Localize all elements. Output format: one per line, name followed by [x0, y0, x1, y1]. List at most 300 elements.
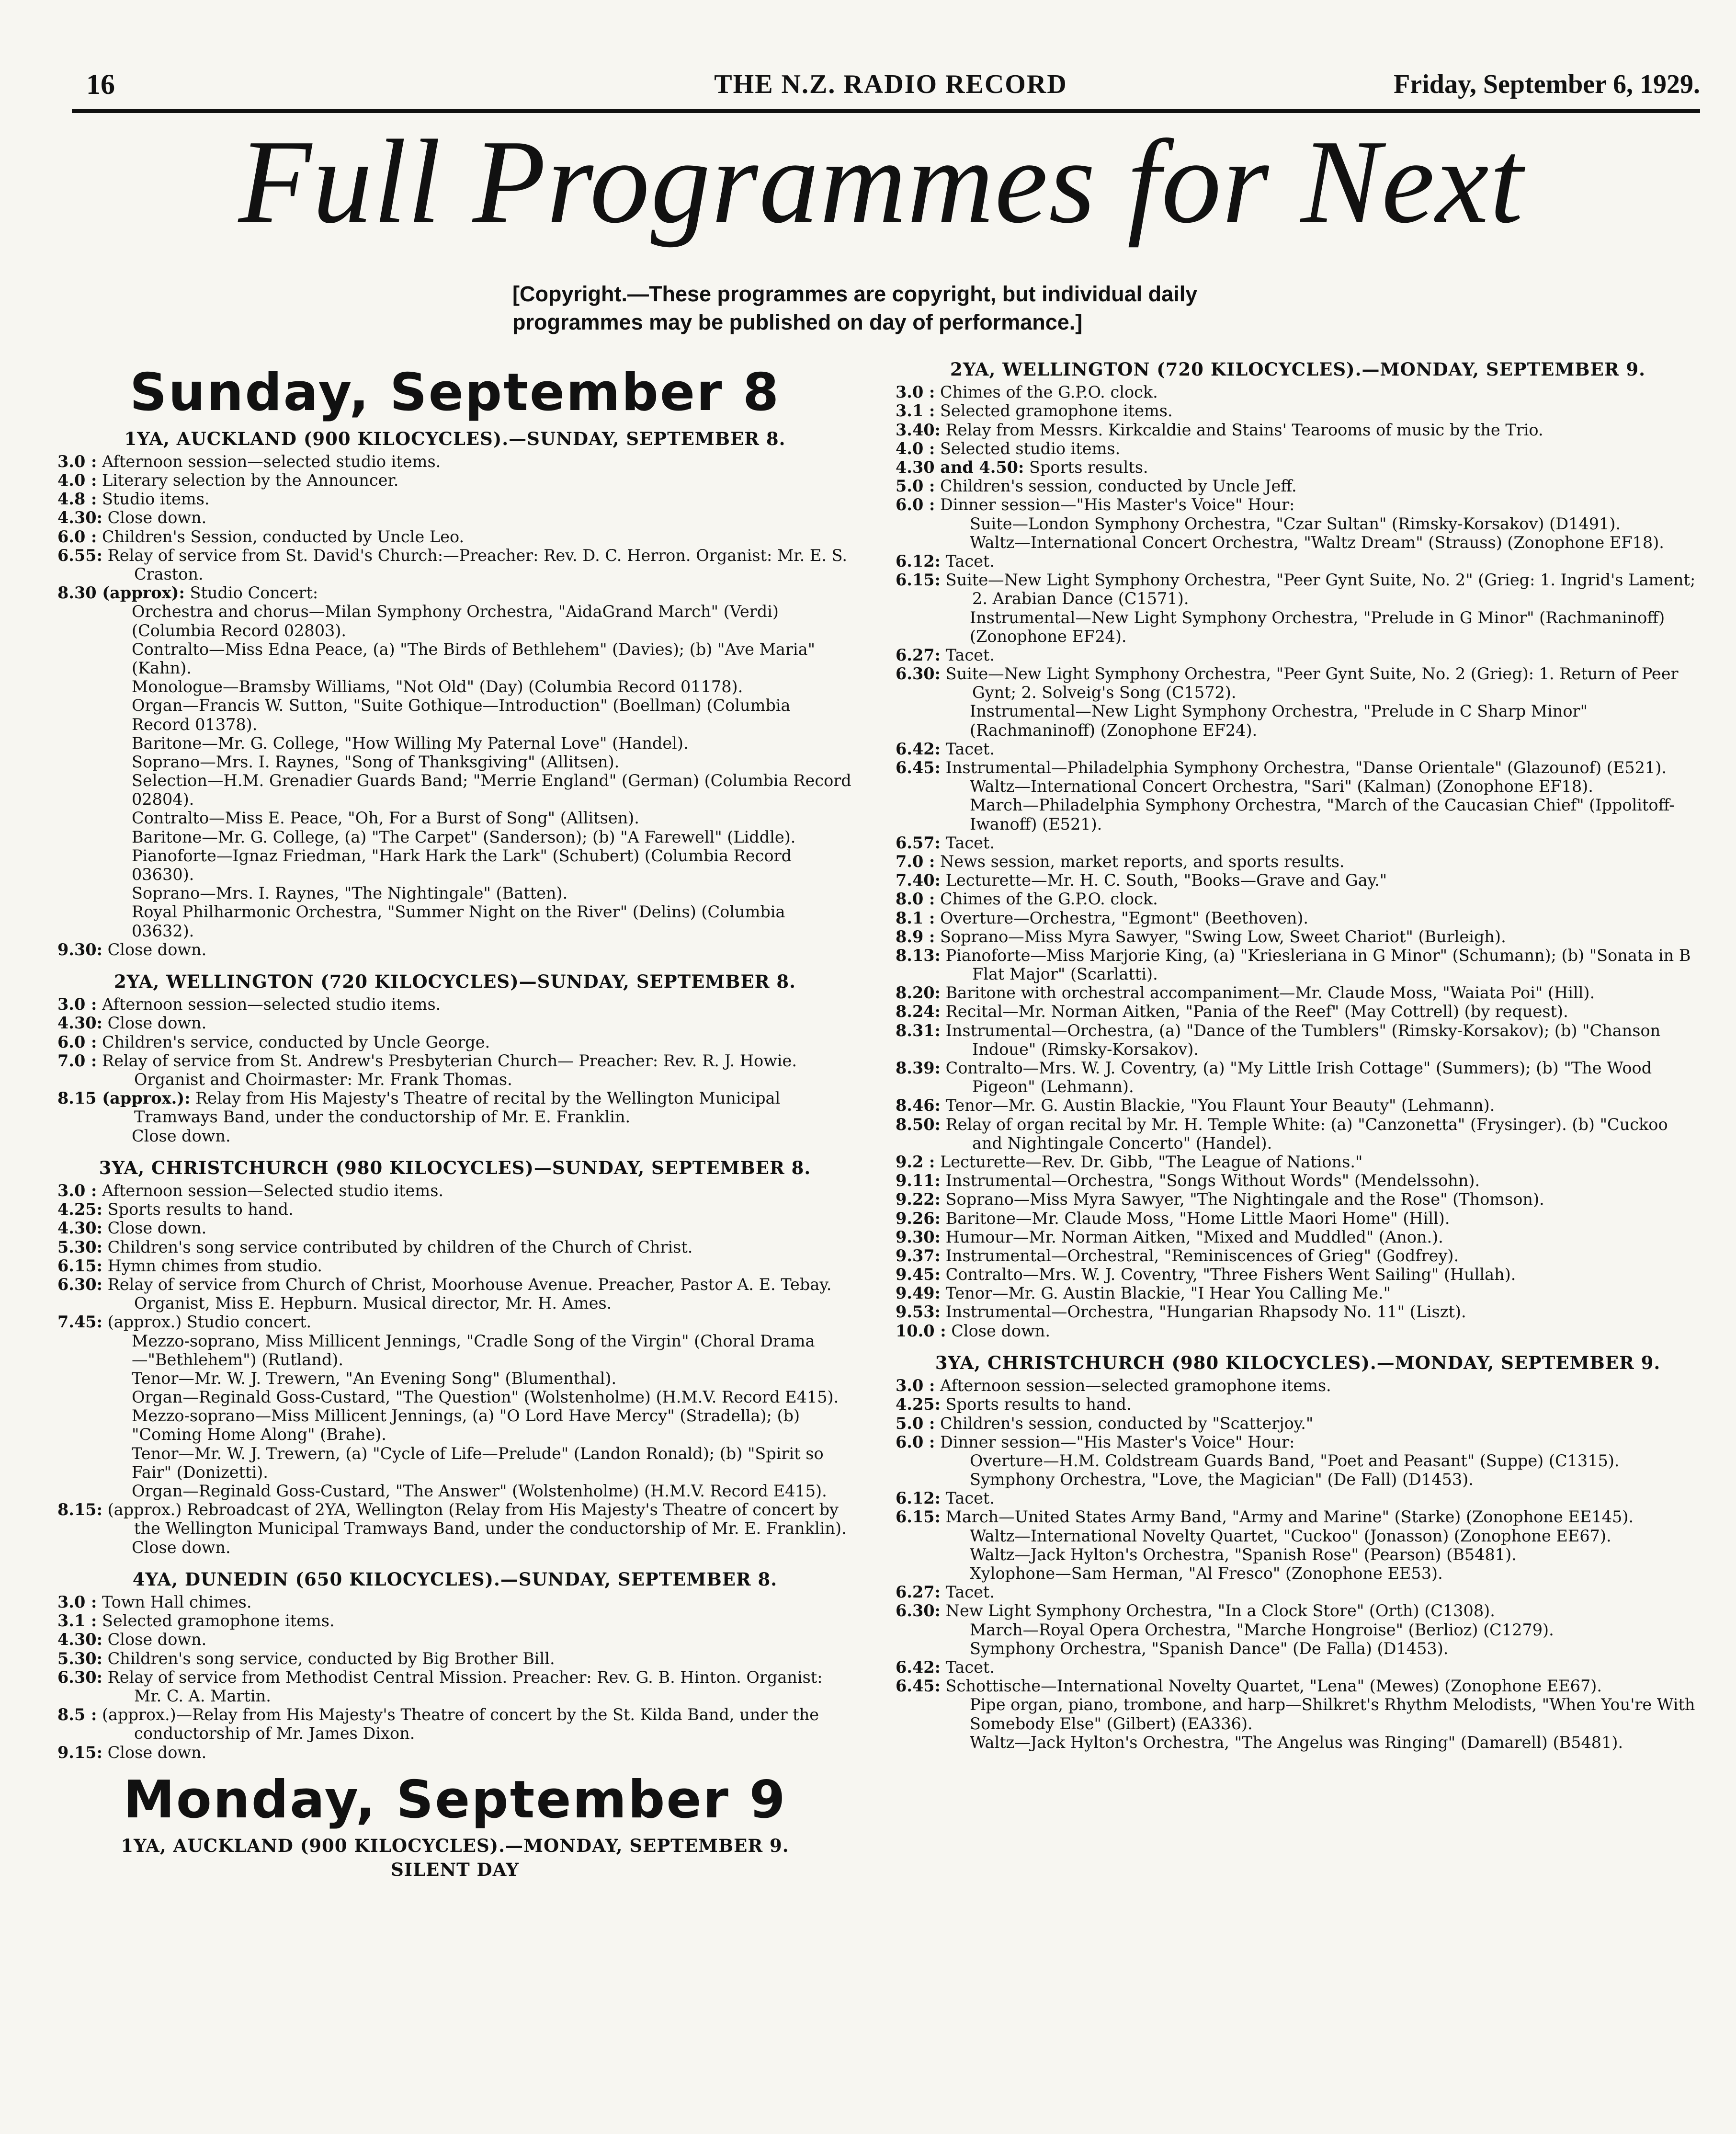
sunday-1ya-list — [57, 452, 852, 959]
programme-item — [970, 1564, 1700, 1583]
item-text: Mezzo-soprano—Miss Millicent Jennings, (a) "O Lord Have Mercy" (Stradella); (b) "Coming Home Along" (Brahe). — [132, 1406, 800, 1444]
programme-item — [57, 1500, 852, 1538]
item-text: Instrumental—Orchestra, "Songs Without Words" (Mendelssohn). — [945, 1171, 1480, 1190]
item-time: 3.1 : — [896, 401, 935, 421]
item-text: Close down. — [107, 1743, 207, 1762]
programme-item — [896, 1115, 1700, 1153]
item-time: 6.0 : — [896, 495, 935, 514]
item-text: New Light Symphony Orchestra, "In a Clock Store" (Orth) (C1308). — [945, 1601, 1495, 1620]
item-time: 3.40: — [896, 420, 941, 439]
programme-item — [132, 771, 852, 809]
left-column — [57, 354, 852, 1880]
item-text: Organ—Reginald Goss-Custard, "The Answer" (Wolstenholme) (H.M.V. Record E415). — [132, 1482, 827, 1500]
item-text: Dinner session—"His Master's Voice" Hour: — [940, 495, 1295, 514]
programme-item — [57, 1089, 852, 1127]
programme-item — [896, 1209, 1700, 1228]
item-time: 6.42: — [896, 1657, 941, 1677]
item-text: (approx.)—Relay from His Majesty's Theatre of concert by the St. Kilda Band, under the conductorship of Mr. James Dixon. — [102, 1705, 819, 1743]
programme-item — [57, 1630, 852, 1649]
programme-item — [970, 608, 1700, 646]
programme-item — [896, 1302, 1700, 1322]
programme-item — [57, 1181, 852, 1200]
item-text: Orchestra and chorus—Milan Symphony Orchestra, "AidaGrand March" (Verdi) (Columbia Record 02803). — [132, 602, 779, 640]
item-time: 8.20: — [896, 983, 941, 1003]
programme-item — [132, 902, 852, 940]
monday-1ya-heading: 1YA, AUCKLAND (900 KILOCYCLES).—MONDAY, SEPTEMBER 9. — [121, 1835, 789, 1857]
programme-item — [57, 1219, 852, 1238]
programme-item — [132, 809, 852, 827]
item-text: Symphony Orchestra, "Love, the Magician" (De Fall) (D1453). — [970, 1470, 1474, 1489]
item-time: 5.30: — [57, 1649, 102, 1668]
item-text: Baritone—Mr. G. College, (a) "The Carpet" (Sanderson); (b) "A Farewell" (Liddle). — [132, 827, 796, 846]
programme-item — [970, 533, 1700, 552]
item-text: Selection—H.M. Grenadier Guards Band; "Merrie England" (German) (Columbia Record 02804). — [132, 771, 851, 809]
item-text: Relay of service from Methodist Central Mission. Preacher: Rev. G. B. Hinton. Organist: Mr. C. A. Martin. — [107, 1667, 823, 1705]
programme-item — [57, 940, 852, 959]
programme-item — [970, 702, 1700, 739]
programme-item — [896, 1171, 1700, 1190]
programme-item — [57, 527, 852, 546]
programme-item — [57, 490, 852, 509]
programme-item — [896, 645, 1700, 664]
item-time: 7.40: — [896, 871, 941, 890]
programme-item — [132, 1538, 852, 1557]
item-text: Baritone with orchestral accompaniment—Mr. Claude Moss, "Waiata Poi" (Hill). — [945, 983, 1595, 1003]
item-time: 9.45: — [896, 1265, 941, 1284]
item-text: Suite—New Light Symphony Orchestra, "Peer Gynt Suite, No. 2 (Grieg): 1. Return of Peer Gynt; 2. Solveig's Song (C1572). — [945, 664, 1679, 702]
item-text: Contralto—Miss Edna Peace, (a) "The Birds of Bethlehem" (Davies); (b) "Ave Maria" (Kahn). — [132, 639, 816, 677]
item-time: 3.0 : — [57, 995, 97, 1014]
item-text: Afternoon session—selected gramophone items. — [940, 1376, 1331, 1395]
item-time: 4.0 : — [896, 439, 935, 458]
programme-item — [57, 583, 852, 603]
programme-item — [57, 1032, 852, 1051]
item-time: 6.57: — [896, 833, 941, 852]
item-text: Close down. — [107, 1219, 207, 1238]
item-time: 9.15: — [57, 1743, 102, 1762]
item-time: 8.13: — [896, 946, 941, 965]
programme-item — [896, 1002, 1700, 1021]
item-text: Close down. — [132, 1538, 231, 1557]
programme-item — [970, 514, 1700, 533]
item-time: 5.0 : — [896, 477, 935, 496]
programme-item — [970, 1451, 1700, 1470]
programme-item — [896, 383, 1700, 402]
item-time: 8.1 : — [896, 908, 935, 927]
item-time: 9.53: — [896, 1302, 941, 1322]
item-time: 10.0 : — [896, 1321, 946, 1340]
item-time: 7.0 : — [896, 852, 935, 871]
item-text: Dinner session—"His Master's Voice" Hour: — [940, 1432, 1295, 1451]
programme-item — [57, 1705, 852, 1743]
programme-item — [896, 1246, 1700, 1265]
item-text: Tacet. — [945, 1657, 995, 1677]
item-text: Literary selection by the Announcer. — [102, 471, 399, 490]
item-time: 7.0 : — [57, 1051, 97, 1070]
programme-item — [896, 477, 1700, 496]
item-time: 6.42: — [896, 739, 941, 758]
programme-item — [57, 1593, 852, 1612]
item-text: Suite—New Light Symphony Orchestra, "Peer Gynt Suite, No. 2" (Grieg: 1. Ingrid's Lament; 2. Arabian Dance (C1571). — [945, 571, 1696, 608]
programme-item — [57, 1237, 852, 1256]
item-text: Sports results. — [1029, 458, 1148, 477]
item-text: Lecturette—Rev. Dr. Gibb, "The League of Nations." — [940, 1152, 1363, 1171]
item-text: Relay from His Majesty's Theatre of recital by the Wellington Municipal Tramways Band, under the conductorship of Mr. E. Franklin. — [134, 1089, 781, 1127]
programme-item — [896, 1059, 1700, 1096]
item-text: Afternoon session—selected studio items. — [102, 995, 441, 1014]
monday-2ya-list — [896, 383, 1700, 1340]
programme-item — [970, 1695, 1700, 1733]
item-time: 6.30: — [896, 1601, 941, 1620]
sunday-4ya-list — [57, 1593, 852, 1762]
programme-item — [896, 458, 1700, 477]
item-time: 8.50: — [896, 1115, 941, 1134]
item-text: Close down. — [107, 1630, 207, 1649]
programme-item — [132, 1444, 852, 1482]
item-time: 4.30: — [57, 1630, 102, 1649]
item-time: 6.15: — [57, 1256, 102, 1275]
item-text: Instrumental—Orchestral, "Reminiscences of Grieg" (Godfrey). — [945, 1246, 1459, 1265]
item-text: Children's song service contributed by children of the Church of Christ. — [107, 1237, 693, 1256]
item-time: 6.45: — [896, 1677, 941, 1696]
item-text: Children's Session, conducted by Uncle Leo. — [102, 527, 465, 546]
header-rule — [72, 109, 1700, 113]
item-text: Lecturette—Mr. H. C. South, "Books—Grave and Gay." — [945, 871, 1387, 890]
programme-item — [896, 852, 1700, 871]
programme-item — [896, 664, 1700, 702]
sunday-3ya-list — [57, 1181, 852, 1557]
programme-item — [57, 1014, 852, 1033]
item-text: Waltz—International Concert Orchestra, "Waltz Dream" (Strauss) (Zonophone EF18). — [970, 533, 1664, 552]
sunday-4ya-heading: 4YA, DUNEDIN (650 KILOCYCLES).—SUNDAY, SEPTEMBER 8. — [132, 1568, 778, 1590]
issue-date: Friday, September 6, 1929. — [1394, 69, 1700, 99]
item-time: 8.30 (approx): — [57, 583, 185, 603]
item-time: 5.30: — [57, 1237, 102, 1256]
programme-item — [896, 908, 1700, 927]
programme-item — [57, 1256, 852, 1275]
item-text: Tacet. — [945, 1583, 995, 1602]
programme-item — [57, 1200, 852, 1219]
programme-item — [132, 1406, 852, 1444]
item-text: Sports results to hand. — [945, 1395, 1132, 1414]
item-text: Close down. — [107, 1014, 207, 1033]
item-time: 6.27: — [896, 645, 941, 664]
programme-item — [57, 1649, 852, 1668]
programme-item — [896, 983, 1700, 1003]
programme-item — [970, 1620, 1700, 1639]
programme-item — [896, 1583, 1700, 1602]
item-text: Xylophone—Sam Herman, "Al Fresco" (Zonophone EE53). — [970, 1564, 1443, 1583]
item-text: March—Philadelphia Symphony Orchestra, "March of the Caucasian Chief" (Ippolitoff-Iwanoff) (E521). — [970, 796, 1675, 833]
programme-item — [132, 1127, 852, 1145]
programme-item — [896, 890, 1700, 909]
programme-item — [132, 734, 852, 753]
programme-item — [57, 471, 852, 490]
item-text: Contralto—Miss E. Peace, "Oh, For a Burst of Song" (Allitsen). — [132, 809, 639, 828]
item-time: 3.0 : — [57, 452, 97, 471]
item-time: 4.30 and 4.50: — [896, 458, 1024, 477]
item-time: 3.0 : — [896, 1376, 935, 1395]
programme-item — [896, 1227, 1700, 1246]
programme-item — [57, 1275, 852, 1313]
sunday-heading: Sunday, September 8 — [129, 363, 781, 422]
programme-item — [896, 1395, 1700, 1414]
programme-item — [57, 1312, 852, 1332]
item-text: News session, market reports, and sports results. — [940, 852, 1345, 871]
item-time: 6.0 : — [57, 527, 97, 546]
item-text: Selected gramophone items. — [940, 401, 1173, 421]
item-time: 3.1 : — [57, 1611, 97, 1631]
item-text: Baritone—Mr. G. College, "How Willing My Paternal Love" (Handel). — [132, 733, 689, 753]
programme-item — [896, 758, 1700, 777]
item-time: 6.0 : — [57, 1032, 97, 1051]
item-time: 9.30: — [57, 940, 102, 959]
item-text: Tenor—Mr. W. J. Trewern, "An Evening Song" (Blumenthal). — [132, 1369, 617, 1388]
item-time: 9.2 : — [896, 1152, 935, 1171]
item-text: Tacet. — [945, 551, 995, 571]
item-text: Instrumental—Philadelphia Symphony Orchestra, "Danse Orientale" (Glazounof) (E521). — [945, 758, 1667, 777]
item-text: Hymn chimes from studio. — [107, 1256, 322, 1275]
item-time: 6.30: — [896, 664, 941, 684]
item-text: Town Hall chimes. — [102, 1593, 252, 1612]
programme-item — [132, 640, 852, 677]
item-text: Tenor—Mr. W. J. Trewern, (a) "Cycle of Life—Prelude" (Landon Ronald); (b) "Spirit so Fair" (Donizetti). — [132, 1444, 824, 1482]
item-time: 4.0 : — [57, 471, 97, 490]
item-text: Close down. — [951, 1321, 1050, 1340]
item-text: Pianoforte—Ignaz Friedman, "Hark Hark the Lark" (Schubert) (Columbia Record 03630). — [132, 846, 792, 884]
page-number: 16 — [86, 68, 115, 100]
item-text: Tenor—Mr. G. Austin Blackie, "You Flaunt Your Beauty" (Lehmann). — [945, 1096, 1495, 1115]
programme-item — [57, 452, 852, 471]
item-text: Humour—Mr. Norman Aitken, "Mixed and Muddled" (Anon.). — [945, 1227, 1443, 1246]
programme-item — [970, 796, 1700, 833]
programme-item — [132, 677, 852, 696]
item-time: 6.30: — [57, 1667, 102, 1687]
programme-item — [896, 1432, 1700, 1451]
item-time: 8.9 : — [896, 927, 935, 946]
item-text: Symphony Orchestra, "Spanish Dance" (De Falla) (D1453). — [970, 1639, 1449, 1658]
programme-item — [132, 696, 852, 733]
programme-item — [896, 871, 1700, 890]
item-text: Close down. — [107, 508, 207, 527]
programme-item — [970, 1733, 1700, 1752]
item-time: 9.11: — [896, 1171, 941, 1190]
programme-item — [896, 1265, 1700, 1284]
item-text: Waltz—International Concert Orchestra, "Sari" (Kalman) (Zonophone EF18). — [970, 777, 1593, 796]
programme-item — [896, 739, 1700, 758]
programme-item — [896, 1414, 1700, 1433]
item-text: Soprano—Miss Myra Sawyer, "The Nightingale and the Rose" (Thomson). — [945, 1190, 1544, 1209]
item-text: Afternoon session—Selected studio items. — [102, 1181, 444, 1200]
item-text: Instrumental—Orchestra, "Hungarian Rhapsody No. 11" (Liszt). — [945, 1302, 1466, 1322]
item-text: Tacet. — [945, 1489, 995, 1508]
item-time: 4.30: — [57, 508, 102, 527]
programme-item — [896, 1376, 1700, 1395]
item-time: 6.0 : — [896, 1432, 935, 1451]
item-text: Studio items. — [102, 490, 210, 509]
item-text: Tenor—Mr. G. Austin Blackie, "I Hear You Calling Me." — [945, 1284, 1391, 1303]
item-time: 3.0 : — [57, 1593, 97, 1612]
monday-3ya-list — [896, 1376, 1700, 1752]
item-text: Waltz—Jack Hylton's Orchestra, "Spanish Rose" (Pearson) (B5481). — [970, 1545, 1517, 1564]
item-text: Tacet. — [945, 833, 995, 852]
item-text: Suite—London Symphony Orchestra, "Czar Sultan" (Rimsky-Korsakov) (D1491). — [970, 514, 1621, 533]
programme-item — [132, 1482, 852, 1500]
item-text: Monologue—Bramsby Williams, "Not Old" (Day) (Columbia Record 01178). — [132, 677, 743, 696]
item-time: 9.49: — [896, 1284, 941, 1303]
item-text: Pianoforte—Miss Marjorie King, (a) "Kriesleriana in G Minor" (Schumann); (b) "Sonata in B Flat Major" (Scarlatti). — [945, 946, 1691, 984]
item-text: Relay from Messrs. Kirkcaldie and Stains' Tearooms of music by the Trio. — [945, 420, 1543, 439]
item-text: Contralto—Mrs. W. J. Coventry, "Three Fishers Went Sailing" (Hullah). — [945, 1265, 1516, 1284]
programme-item — [896, 495, 1700, 514]
programme-item — [896, 833, 1700, 852]
programme-item — [970, 1639, 1700, 1658]
sunday-2ya-heading: 2YA, WELLINGTON (720 KILOCYCLES)—SUNDAY, SEPTEMBER 8. — [113, 970, 796, 992]
item-time: 8.31: — [896, 1021, 941, 1040]
item-text: Children's song service, conducted by Big Brother Bill. — [107, 1649, 555, 1668]
programme-item — [896, 1021, 1700, 1059]
item-text: Chimes of the G.P.O. clock. — [940, 383, 1158, 402]
item-text: Relay of service from Church of Christ, Moorhouse Avenue. Preacher, Pastor A. E. Tebay. Organist, Miss E. Hepburn. Musical director, Mr. H. Ames. — [107, 1275, 832, 1313]
item-text: Organ—Reginald Goss-Custard, "The Question" (Wolstenholme) (H.M.V. Record E415). — [132, 1388, 839, 1407]
item-text: March—United States Army Band, "Army and Marine" (Starke) (Zonophone EE145). — [945, 1507, 1634, 1527]
programme-item — [896, 420, 1700, 439]
headline: Full Programmes for Next — [238, 115, 1524, 248]
monday-3ya-heading: 3YA, CHRISTCHURCH (980 KILOCYCLES).—MONDAY, SEPTEMBER 9. — [935, 1352, 1661, 1373]
programme-item — [896, 551, 1700, 571]
item-time: 7.45: — [57, 1312, 102, 1332]
item-text: Waltz—Jack Hylton's Orchestra, "The Angelus was Ringing" (Damarell) (B5481). — [970, 1733, 1623, 1752]
item-text: Sports results to hand. — [107, 1200, 294, 1219]
item-time: 5.0 : — [896, 1414, 935, 1433]
item-text: (approx.) Studio concert. — [107, 1312, 312, 1332]
item-text: Overture—Orchestra, "Egmont" (Beethoven). — [940, 908, 1309, 927]
programme-item — [896, 1321, 1700, 1340]
programme-item — [896, 571, 1700, 608]
programme-item — [57, 1667, 852, 1705]
item-time: 6.45: — [896, 758, 941, 777]
item-text: Relay of service from St. David's Church:—Preacher: Rev. D. C. Herron. Organist: Mr. E. S. Craston. — [107, 546, 848, 583]
item-text: Selected gramophone items. — [102, 1611, 335, 1631]
copyright-notice: [Copyright.—These programmes are copyright, but individual daily programmes may be published on day of performance.] — [512, 282, 1198, 334]
item-time: 6.12: — [896, 551, 941, 571]
programme-item — [896, 401, 1700, 421]
item-text: Recital—Mr. Norman Aitken, "Pania of the Reef" (May Cottrell) (by request). — [945, 1002, 1568, 1021]
programme-item — [132, 1332, 852, 1369]
page-header — [81, 62, 1700, 105]
item-text: Relay of service from St. Andrew's Presbyterian Church— Preacher: Rev. R. J. Howie. Organist and Choirmaster: Mr. Frank Thomas. — [102, 1051, 797, 1089]
monday-heading: Monday, September 9 — [123, 1769, 787, 1830]
item-time: 9.37: — [896, 1246, 941, 1265]
item-text: Instrumental—New Light Symphony Orchestra, "Prelude in G Minor" (Rachmaninoff) (Zonophone EF24). — [970, 608, 1665, 646]
programme-item — [132, 753, 852, 771]
item-text: Close down. — [107, 940, 207, 959]
right-column — [896, 354, 1700, 1752]
programme-item — [896, 439, 1700, 458]
programme-item — [896, 1677, 1700, 1696]
item-time: 6.55: — [57, 546, 102, 565]
item-time: 6.15: — [896, 571, 941, 590]
programme-item — [132, 884, 852, 902]
item-text: Organ—Francis W. Sutton, "Suite Gothique—Introduction" (Boellman) (Columbia Record 01378). — [132, 696, 791, 734]
item-text: Studio Concert: — [190, 583, 318, 603]
item-text: Relay of organ recital by Mr. H. Temple White: (a) "Canzonetta" (Frysinger). (b) "Cuckoo and Nightingale Concerto" (Handel). — [945, 1115, 1668, 1153]
item-text: Selected studio items. — [940, 439, 1121, 458]
sunday-2ya-list — [57, 995, 852, 1145]
programme-item — [57, 1743, 852, 1762]
programme-item — [57, 546, 852, 583]
item-text: (approx.) Rebroadcast of 2YA, Wellington (Relay from His Majesty's Theatre of concert by the Wellington Municipal Tramways Band, under the conductorship of Mr. E. Franklin). — [107, 1500, 847, 1538]
item-time: 3.0 : — [896, 383, 935, 402]
item-time: 8.24: — [896, 1002, 941, 1021]
programme-item — [896, 1601, 1700, 1620]
item-time: 6.30: — [57, 1275, 102, 1294]
item-time: 8.15: — [57, 1500, 102, 1519]
item-time: 8.46: — [896, 1096, 941, 1115]
item-text: Soprano—Mrs. I. Raynes, "The Nightingale" (Batten). — [132, 884, 568, 903]
item-text: Schottische—International Novelty Quartet, "Lena" (Mewes) (Zonophone EE67). — [945, 1677, 1602, 1696]
item-time: 4.30: — [57, 1014, 102, 1033]
item-text: Waltz—International Novelty Quartet, "Cuckoo" (Jonasson) (Zonophone EE67). — [970, 1526, 1611, 1545]
programme-item — [132, 1369, 852, 1388]
item-text: Soprano—Miss Myra Sawyer, "Swing Low, Sweet Chariot" (Burleigh). — [940, 927, 1506, 946]
programme-item — [896, 1096, 1700, 1115]
item-text: March—Royal Opera Orchestra, "Marche Hongroise" (Berlioz) (C1279). — [970, 1620, 1554, 1639]
programme-item — [896, 946, 1700, 984]
item-time: 6.15: — [896, 1507, 941, 1527]
silent-day-note: SILENT DAY — [391, 1859, 519, 1880]
programme-item — [896, 1657, 1700, 1677]
item-text: Children's session, conducted by Uncle Jeff. — [940, 477, 1297, 496]
item-time: 8.0 : — [896, 890, 935, 909]
item-text: Children's service, conducted by Uncle George. — [102, 1032, 490, 1051]
item-text: Baritone—Mr. Claude Moss, "Home Little Maori Home" (Hill). — [945, 1209, 1450, 1228]
programme-item — [132, 846, 852, 884]
item-time: 9.26: — [896, 1209, 941, 1228]
sunday-3ya-heading: 3YA, CHRISTCHURCH (980 KILOCYCLES)—SUNDAY, SEPTEMBER 8. — [99, 1157, 811, 1178]
item-time: 4.25: — [57, 1200, 102, 1219]
item-time: 8.15 (approx.): — [57, 1089, 191, 1108]
item-text: Royal Philharmonic Orchestra, "Summer Night on the River" (Delins) (Columbia 03632). — [132, 902, 785, 940]
item-text: Chimes of the G.P.O. clock. — [940, 890, 1158, 909]
item-text: Instrumental—New Light Symphony Orchestra, "Prelude in C Sharp Minor" (Rachmaninoff) (Zonophone EF24). — [970, 702, 1588, 740]
item-time: 6.12: — [896, 1489, 941, 1508]
item-text: Overture—H.M. Coldstream Guards Band, "Poet and Peasant" (Suppe) (C1315). — [970, 1451, 1620, 1470]
item-time: 4.25: — [896, 1395, 941, 1414]
item-text: Soprano—Mrs. I. Raynes, "Song of Thanksgiving" (Allitsen). — [132, 752, 620, 771]
item-text: Tacet. — [945, 739, 995, 758]
item-time: 8.39: — [896, 1059, 941, 1078]
item-text: Pipe organ, piano, trombone, and harp—Shilkret's Rhythm Melodists, "When You're With Somebody Else" (Gilbert) (EA336). — [970, 1695, 1695, 1733]
programme-item — [970, 1545, 1700, 1564]
programme-item — [57, 995, 852, 1014]
sunday-1ya-heading: 1YA, AUCKLAND (900 KILOCYCLES).—SUNDAY, SEPTEMBER 8. — [124, 428, 786, 449]
publication-title: THE N.Z. RADIO RECORD — [714, 69, 1067, 99]
programme-item — [896, 1284, 1700, 1303]
programme-item — [896, 1489, 1700, 1508]
programme-item — [132, 1388, 852, 1406]
item-time: 3.0 : — [57, 1181, 97, 1200]
item-time: 4.30: — [57, 1219, 102, 1238]
item-time: 6.27: — [896, 1583, 941, 1602]
item-time: 4.8 : — [57, 490, 97, 509]
programme-item — [57, 1051, 852, 1089]
item-text: Close down. — [132, 1126, 231, 1145]
programme-item — [132, 602, 852, 639]
programme-item — [896, 927, 1700, 946]
programme-item — [970, 777, 1700, 796]
programme-item — [132, 828, 852, 846]
